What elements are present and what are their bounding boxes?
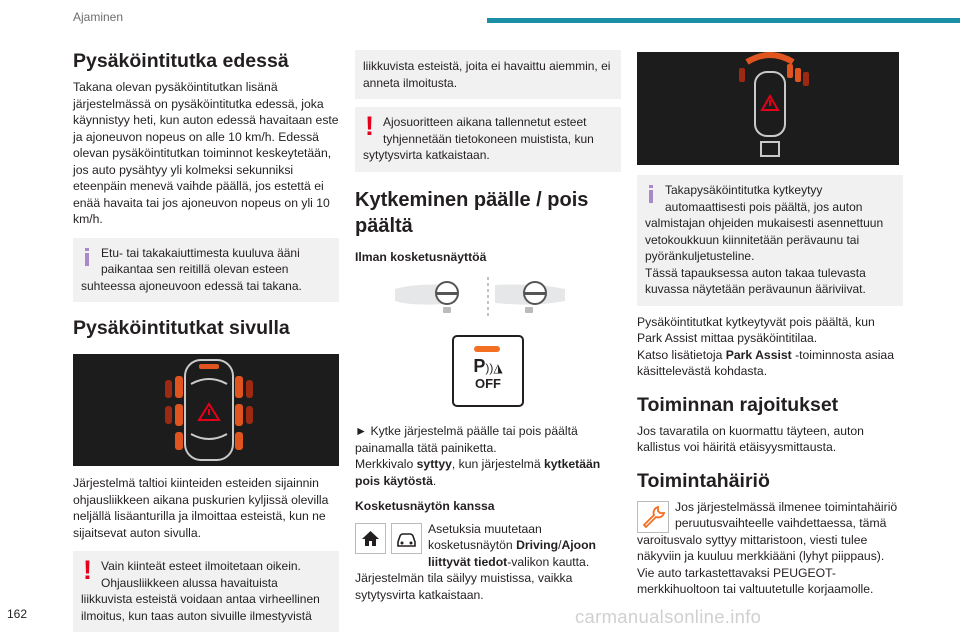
info-box-2-rest2: Tässä tapauksessa auton takaa tulevasta kuvassa näytetään perävaunun ääriviivat. [645, 265, 866, 296]
warning-box-2-first: Ajosuoritteen aikana tallennetut esteet tyhjennetään tietokoneen muistista, kun [383, 115, 594, 146]
car-rear-view-icon [637, 52, 899, 165]
park-sensor-off-button[interactable] [452, 335, 524, 407]
heading-switch: Kytkeminen päälle / pois päältä [355, 188, 589, 237]
header-bar [487, 18, 960, 23]
exclamation-icon: ! [365, 111, 374, 141]
info-box-1 [73, 238, 339, 303]
dashboard-illustration [355, 273, 621, 325]
car-top-view-icon [73, 354, 339, 466]
info-box-2 [637, 175, 903, 306]
text-memory: Järjestelmän tila säilyy muistissa, vaikka sytytysvirta katkaistaan. [355, 571, 573, 602]
info-icon [649, 185, 653, 203]
info-box-1-first: Etu- tai takakaiuttimesta kuuluva ääni paikantaa sen reitillä olevan esteen [101, 245, 300, 276]
touchscreen-section [355, 521, 621, 571]
page-number: 162 [7, 607, 28, 621]
wrench-icon [637, 501, 669, 533]
info-box-2-rest: valmistajan ohjeiden mukaisesti asennettuun vetokoukkuun kiinnitetään perävaunu tai pyöränkuljetusteline. [645, 216, 884, 263]
heading-fault: Toimintahäiriö [637, 469, 770, 492]
text-more-info: Katso lisätietoja Park Assist -toiminnosta asiaa käsittelevästä kohdasta. [637, 347, 894, 378]
warning-box-1-continued [355, 50, 621, 99]
warning-box-1-first: Vain kiinteät esteet ilmoitetaan oikein. Ohjausliikkeen alussa havaituista [101, 559, 301, 590]
watermark: carmanualsonline.info [575, 606, 762, 627]
warning-box-1-continued-text: liikkuvista esteistä, joita ei havaittu aiemmin, ei anneta ilmoitusta. [363, 59, 611, 90]
text-touchscreen-settings: Asetuksia muutetaan kosketusnäytön Driving/Ajoon liittyvät tiedot-valikon kautta. [428, 521, 596, 569]
exclamation-icon: ! [83, 555, 92, 585]
info-box-2-first: Takapysäköintitutka kytkeytyy automaattisesti pois päältä, jos auton [665, 183, 863, 214]
column-2 [355, 50, 621, 603]
subheading-touchscreen: Kosketusnäytön kanssa [355, 499, 495, 513]
heading-side-radar: Pysäköintitutkat sivulla [73, 317, 290, 339]
rear-sensor-image [637, 52, 899, 165]
column-1 [73, 50, 339, 632]
info-icon [85, 248, 89, 266]
text-limits: Jos tavaratila on kuormattu täyteen, auton kallistus voi häiritä etäisyysmittausta. [637, 423, 864, 454]
button-label-p: P [473, 356, 486, 376]
button-label-off: OFF [475, 376, 501, 391]
text-fault-rest: varoitusvalo syttyy mittaristoon, viesti tulee näkyviin ja kuuluu merkkiääni (lyhyt piippaus). Vie auto tarkastettavaksi PEUGEOT-merkkihuoltoon tai valtuutetulle korjaamolle. [637, 532, 885, 596]
fault-section [637, 499, 903, 532]
warning-box-1-rest: liikkuvista esteistä voidaan antaa virheellinen ilmoitus, kun taas auton sivuille ilmestyvistä [81, 592, 320, 623]
text-park-assist: Pysäköintitutkat kytkeytyvät pois päältä, kun Park Assist mittaa pysäköintitilaa. [637, 314, 875, 345]
side-sensor-image [73, 354, 339, 466]
warning-box-2 [355, 107, 621, 172]
text-side-radar: Järjestelmä taltioi kiinteiden esteiden sijainnin ohjausliikkeen aikana puskurien kyljissä olevilla neljällä lisäanturilla ja ilmoittaa esteistä, kun ne sijaitsevat auton sivulla. [73, 476, 329, 540]
text-fault-first: Jos järjestelmässä ilmenee toimintahäiriö peruutusvaihteelle vaihdettaessa, tämä [675, 499, 898, 530]
text-front-radar: Takana olevan pysäköintitutkan lisänä järjestelmässä on pysäköintitutka edessä, joka käynnistyy heti, kun auton edessä havaitaan este ja ajoneuvon nopeus on alle 10 km/h. Edessä olevan pysäköintitutkan toiminnot keskeytetään, jos auto pysähtyy yli kolmeksi sekunniksi eteenpäin menevä vaihde päällä, jos estettä ei enää havaita tai jos ajoneuvon nopeus on yli 10 km/h. [73, 80, 339, 226]
park-sensor-off-icon: P))◮ OFF [454, 357, 522, 391]
warning-box-1 [73, 551, 339, 632]
text-press-button: ► Kytke järjestelmä päälle tai pois päältä painamalla tätä painiketta. [355, 424, 578, 455]
steering-wheel-icon [355, 273, 621, 325]
button-indicator-light [474, 346, 500, 352]
heading-front-radar: Pysäköintitutka edessä [73, 50, 289, 72]
home-icon [355, 523, 386, 554]
column-3 [637, 52, 903, 598]
header-title: Ajaminen [73, 10, 124, 24]
text-indicator: Merkkivalo syttyy, kun järjestelmä kytketään pois käytöstä. [355, 457, 601, 488]
warning-box-2-rest: sytytysvirta katkaistaan. [363, 148, 490, 162]
subheading-no-touchscreen: Ilman kosketusnäyttöä [355, 249, 487, 264]
car-settings-icon [391, 523, 422, 554]
heading-limits: Toiminnan rajoitukset [637, 393, 839, 416]
info-box-1-rest: suhteessa ajoneuvoon edessä tai takana. [81, 278, 302, 293]
